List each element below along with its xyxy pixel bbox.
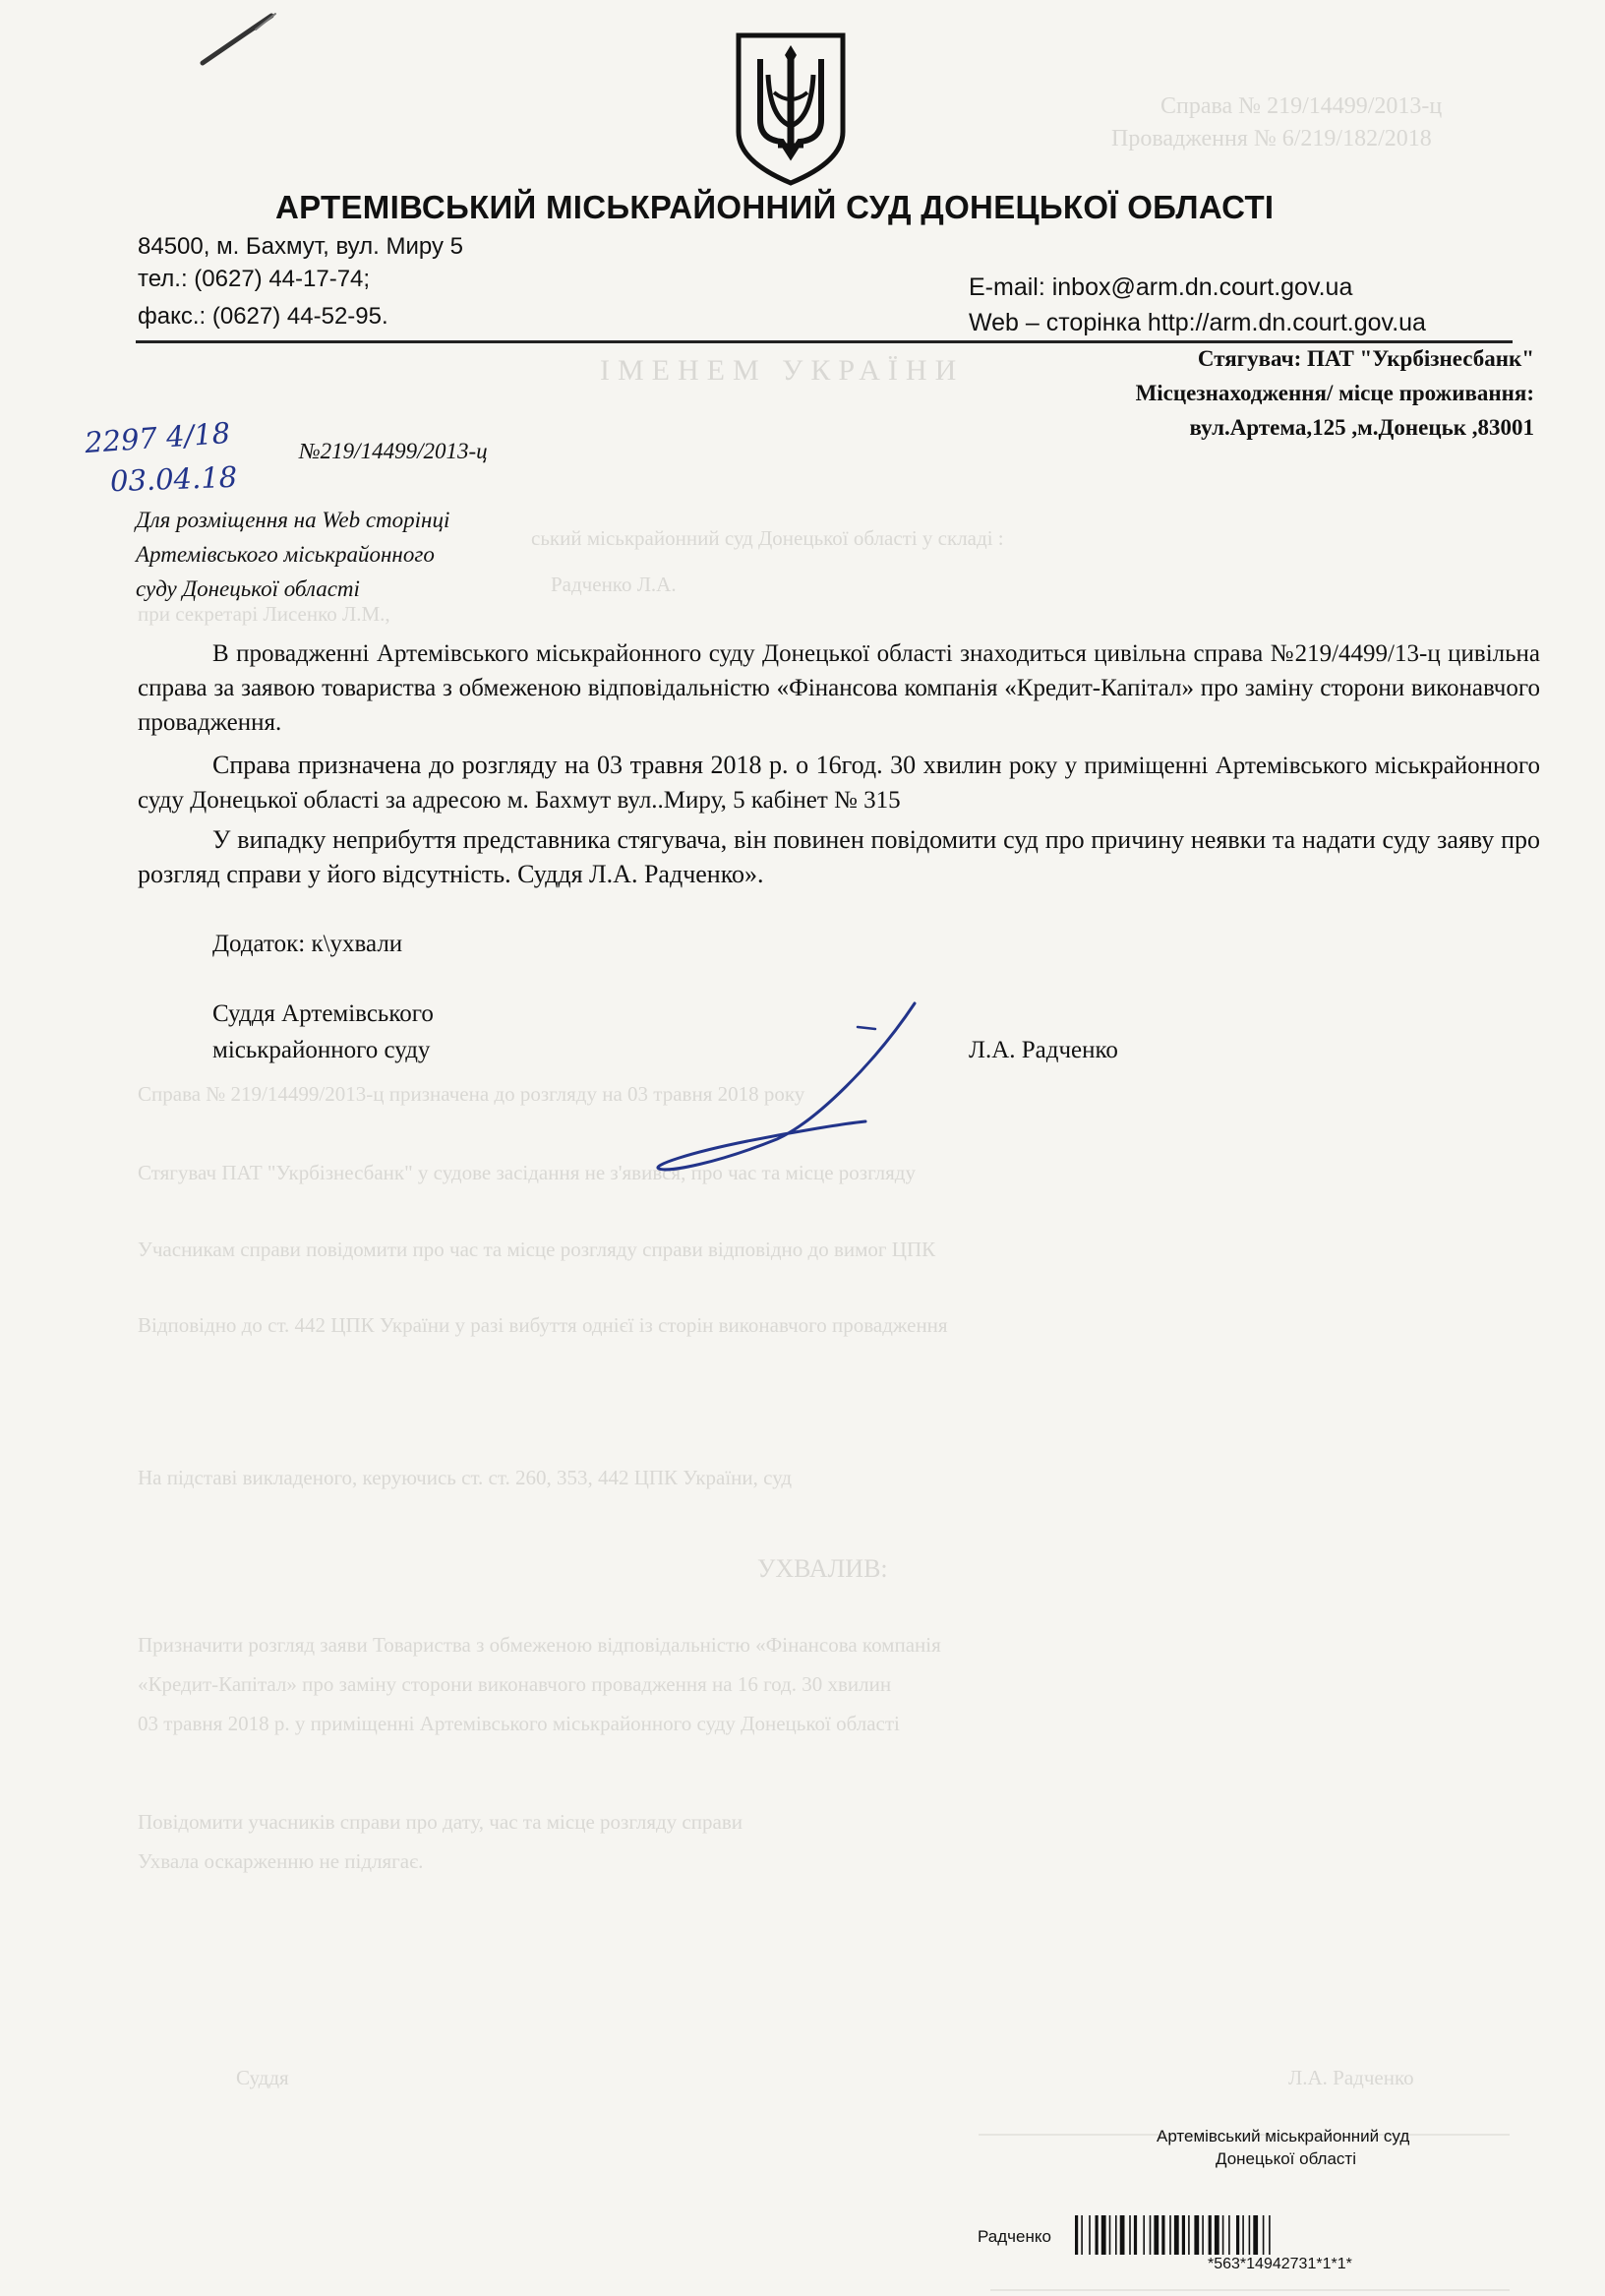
barcode-bar — [1194, 2215, 1199, 2255]
court-fax: факс.: (0627) 44-52-95. — [138, 303, 388, 330]
barcode-bar — [1161, 2215, 1164, 2255]
barcode-bar — [1101, 2215, 1106, 2255]
barcode-bar — [1188, 2215, 1190, 2255]
case-number: №219/14499/2013-ц — [299, 439, 488, 463]
handwritten-registration-number: 2297 4/18 — [83, 415, 232, 460]
barcode-bar — [1263, 2215, 1265, 2255]
barcode-bar — [1236, 2215, 1239, 2255]
recipient-location-address: вул.Артема,125 ,м.Донецьк ,83001 — [1189, 415, 1534, 440]
barcode-bar — [1134, 2215, 1137, 2255]
web-note-line: Для розміщення на Web сторінці — [136, 508, 450, 532]
barcode-bar — [1154, 2215, 1159, 2255]
hearing-date-text: Справа призначена до розгляду на 03 травня 2018 р. о 16год. 30 хвилин — [212, 751, 1002, 779]
barcode-bar — [1182, 2215, 1185, 2255]
stamp-court-name: Артемівський міськрайонний суд — [1157, 2127, 1410, 2145]
coat-of-arms-icon — [731, 30, 851, 187]
barcode-bar — [1242, 2215, 1244, 2255]
barcode-bar — [1115, 2215, 1117, 2255]
handwritten-registration-date: 03.04.18 — [109, 459, 238, 499]
body-paragraph — [138, 822, 1540, 891]
hearing-place-text: року у приміщенні Артемівського міськрайонного суду Донецької області за адресою м. Бахмут вул..Миру, 5 кабінет № 315 — [138, 753, 1540, 814]
attachment-note: Додаток: к\ухвали — [212, 931, 403, 957]
court-phone: тел.: (0627) 44-17-74; — [138, 266, 371, 292]
stamp-court-region: Донецької області — [1216, 2149, 1356, 2168]
barcode-bar — [1209, 2215, 1212, 2255]
barcode-bar — [1202, 2215, 1204, 2255]
barcode-bar — [1081, 2215, 1083, 2255]
recipient-location-label: Місцезнаходження/ місце проживання: — [1135, 381, 1534, 405]
body-paragraph — [138, 636, 1540, 740]
barcode-bar — [1249, 2215, 1251, 2255]
barcode-bar — [1109, 2215, 1111, 2255]
handwritten-signature — [629, 994, 954, 1200]
court-email: E-mail: inbox@arm.dn.court.gov.ua — [969, 273, 1353, 301]
web-note-line: Артемівського міськрайонного — [136, 542, 435, 567]
barcode-bar — [1269, 2215, 1271, 2255]
barcode-bar — [1075, 2215, 1078, 2255]
court-address: 84500, м. Бахмут, вул. Миру 5 — [138, 233, 463, 260]
court-name: АРТЕМІВСЬКИЙ МІСЬКРАЙОННИЙ СУД ДОНЕЦЬКОЇ ОБЛАСТІ — [275, 189, 1275, 225]
barcode-bar — [1120, 2215, 1125, 2255]
judge-name: Л.А. Радченко — [969, 1037, 1118, 1063]
web-note-line: суду Донецької області — [136, 576, 360, 601]
judge-title: міськрайонного суду — [212, 1037, 431, 1063]
barcode-bar — [1228, 2215, 1230, 2255]
barcode-bar — [1129, 2215, 1131, 2255]
court-website: Web – сторінка http://arm.dn.court.gov.ua — [969, 309, 1426, 336]
barcode-bar — [1174, 2215, 1179, 2255]
pen-mark-icon — [197, 10, 325, 69]
barcode — [1075, 2215, 1547, 2255]
body-paragraph-text: У випадку неприбуття представника стягувача, він повинен повідомити суд про причину неявки та надати суду заяву про розгляд справи у його відсутність. Суддя Л.А. Радченко». — [138, 825, 1540, 888]
barcode-bar — [1222, 2215, 1224, 2255]
barcode-bar — [1253, 2215, 1258, 2255]
barcode-bar — [1169, 2215, 1171, 2255]
stamp-judge-name: Радченко — [978, 2227, 1051, 2246]
barcode-bar — [1143, 2215, 1145, 2255]
header-divider — [136, 340, 1513, 343]
barcode-bar — [1150, 2215, 1152, 2255]
barcode-bar — [1096, 2215, 1099, 2255]
body-paragraph — [138, 748, 1540, 817]
barcode-bar — [1215, 2215, 1219, 2255]
judge-title: Суддя Артемівського — [212, 1000, 434, 1027]
barcode-text: *563*14942731*1*1* — [1208, 2256, 1352, 2272]
barcode-bar — [1089, 2215, 1091, 2255]
body-paragraph-text: В провадженні Артемівського міськрайонного суду Донецької області знаходиться цивільна справа №219/4499/13-ц цивільна справа за заявою товариства з обмеженою відповідальністю «Фінансова компанія «Кредит-Капітал» про заміну сторони виконавчого провадження. — [138, 640, 1540, 736]
recipient-party: Стягувач: ПАТ "Укрбізнесбанк" — [1197, 346, 1534, 371]
